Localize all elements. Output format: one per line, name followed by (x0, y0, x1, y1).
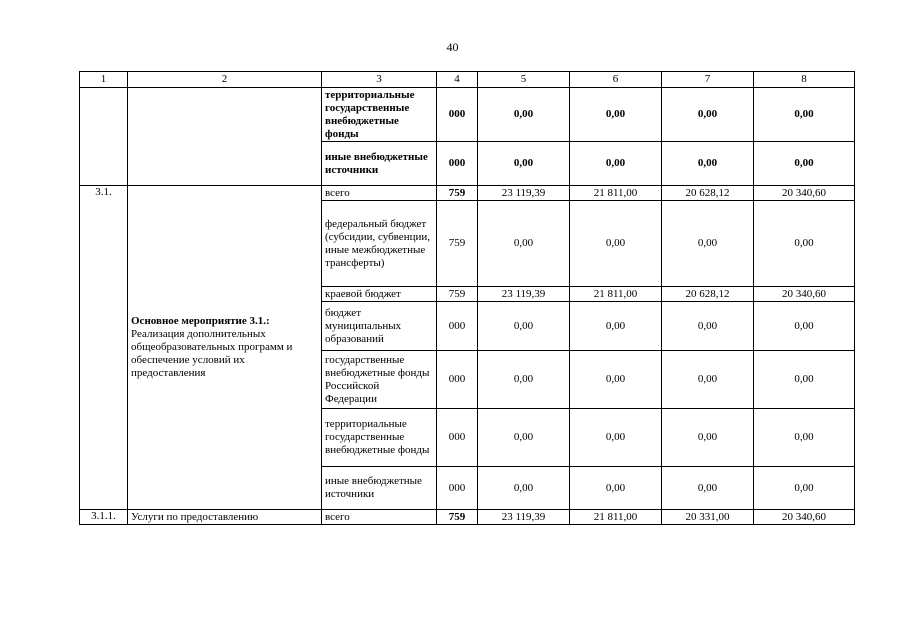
source-cell: федеральный бюджет (субсидии, субвенции, иные межбюджетные трансферты) (322, 201, 437, 287)
source-cell: государственные внебюджетные фонды Российской Федерации (322, 351, 437, 409)
value-cell: 0,00 (570, 351, 662, 409)
budget-table (79, 71, 855, 525)
value-cell: 0,00 (662, 142, 754, 186)
value-cell: 0,00 (754, 467, 855, 510)
header-row (80, 72, 855, 88)
section-description (128, 186, 322, 510)
value-cell: 0,00 (754, 302, 855, 351)
section-title-bold: Основное мероприятие 3.1.: (131, 315, 270, 327)
value-cell: 20 331,00 (662, 510, 754, 525)
header-cell: 8 (754, 72, 855, 88)
value-cell: 20 340,60 (754, 186, 855, 201)
value-cell: 0,00 (662, 88, 754, 142)
value-cell: 20 340,60 (754, 287, 855, 302)
value-cell: 0,00 (478, 201, 570, 287)
value-cell: 23 119,39 (478, 287, 570, 302)
section-number: 3.1.1. (80, 510, 128, 525)
value-cell: 0,00 (662, 351, 754, 409)
value-cell: 0,00 (662, 409, 754, 467)
code-cell: 759 (437, 186, 478, 201)
source-cell: территориальные государственные внебюджетные фонды (322, 88, 437, 142)
code-cell: 000 (437, 467, 478, 510)
number-cell (80, 88, 128, 186)
code-cell: 759 (437, 510, 478, 525)
value-cell: 0,00 (754, 142, 855, 186)
header-cell: 2 (128, 72, 322, 88)
value-cell: 0,00 (754, 409, 855, 467)
value-cell: 0,00 (662, 201, 754, 287)
table-row (80, 510, 855, 525)
value-cell: 21 811,00 (570, 287, 662, 302)
value-cell: 21 811,00 (570, 510, 662, 525)
value-cell: 0,00 (570, 467, 662, 510)
description-cell (128, 88, 322, 186)
source-cell: всего (322, 510, 437, 525)
value-cell: 0,00 (570, 88, 662, 142)
page-number: 40 (446, 40, 459, 54)
value-cell: 0,00 (662, 302, 754, 351)
value-cell: 21 811,00 (570, 186, 662, 201)
value-cell: 23 119,39 (478, 186, 570, 201)
value-cell: 0,00 (478, 88, 570, 142)
code-cell: 759 (437, 287, 478, 302)
code-cell: 000 (437, 302, 478, 351)
code-cell: 000 (437, 88, 478, 142)
code-cell: 000 (437, 351, 478, 409)
value-cell: 0,00 (570, 142, 662, 186)
value-cell: 0,00 (570, 302, 662, 351)
source-cell: иные внебюджетные источники (322, 467, 437, 510)
code-cell: 759 (437, 201, 478, 287)
value-cell: 0,00 (754, 88, 855, 142)
header-cell: 4 (437, 72, 478, 88)
source-cell: иные внебюджетные источники (322, 142, 437, 186)
source-cell: территориальные государственные внебюджетные фонды (322, 409, 437, 467)
value-cell: 0,00 (478, 302, 570, 351)
value-cell: 0,00 (478, 142, 570, 186)
value-cell: 20 340,60 (754, 510, 855, 525)
table-row (80, 88, 855, 142)
value-cell: 0,00 (754, 201, 855, 287)
code-cell: 000 (437, 142, 478, 186)
code-cell: 000 (437, 409, 478, 467)
section-description: Услуги по предоставлению (128, 510, 322, 525)
source-cell: всего (322, 186, 437, 201)
value-cell: 0,00 (662, 467, 754, 510)
header-cell: 1 (80, 72, 128, 88)
header-cell: 5 (478, 72, 570, 88)
section-number: 3.1. (80, 186, 128, 510)
header-cell: 6 (570, 72, 662, 88)
value-cell: 0,00 (478, 409, 570, 467)
value-cell: 0,00 (570, 409, 662, 467)
value-cell: 0,00 (478, 467, 570, 510)
value-cell: 20 628,12 (662, 287, 754, 302)
table-row (80, 186, 855, 201)
section-title-rest: Реализация дополнительных общеобразовательных программ и обеспечение условий их предоставления (131, 328, 293, 379)
value-cell: 20 628,12 (662, 186, 754, 201)
value-cell: 0,00 (478, 351, 570, 409)
value-cell: 0,00 (570, 201, 662, 287)
header-cell: 7 (662, 72, 754, 88)
value-cell: 0,00 (754, 351, 855, 409)
source-cell: бюджет муниципальных образований (322, 302, 437, 351)
header-cell: 3 (322, 72, 437, 88)
source-cell: краевой бюджет (322, 287, 437, 302)
value-cell: 23 119,39 (478, 510, 570, 525)
